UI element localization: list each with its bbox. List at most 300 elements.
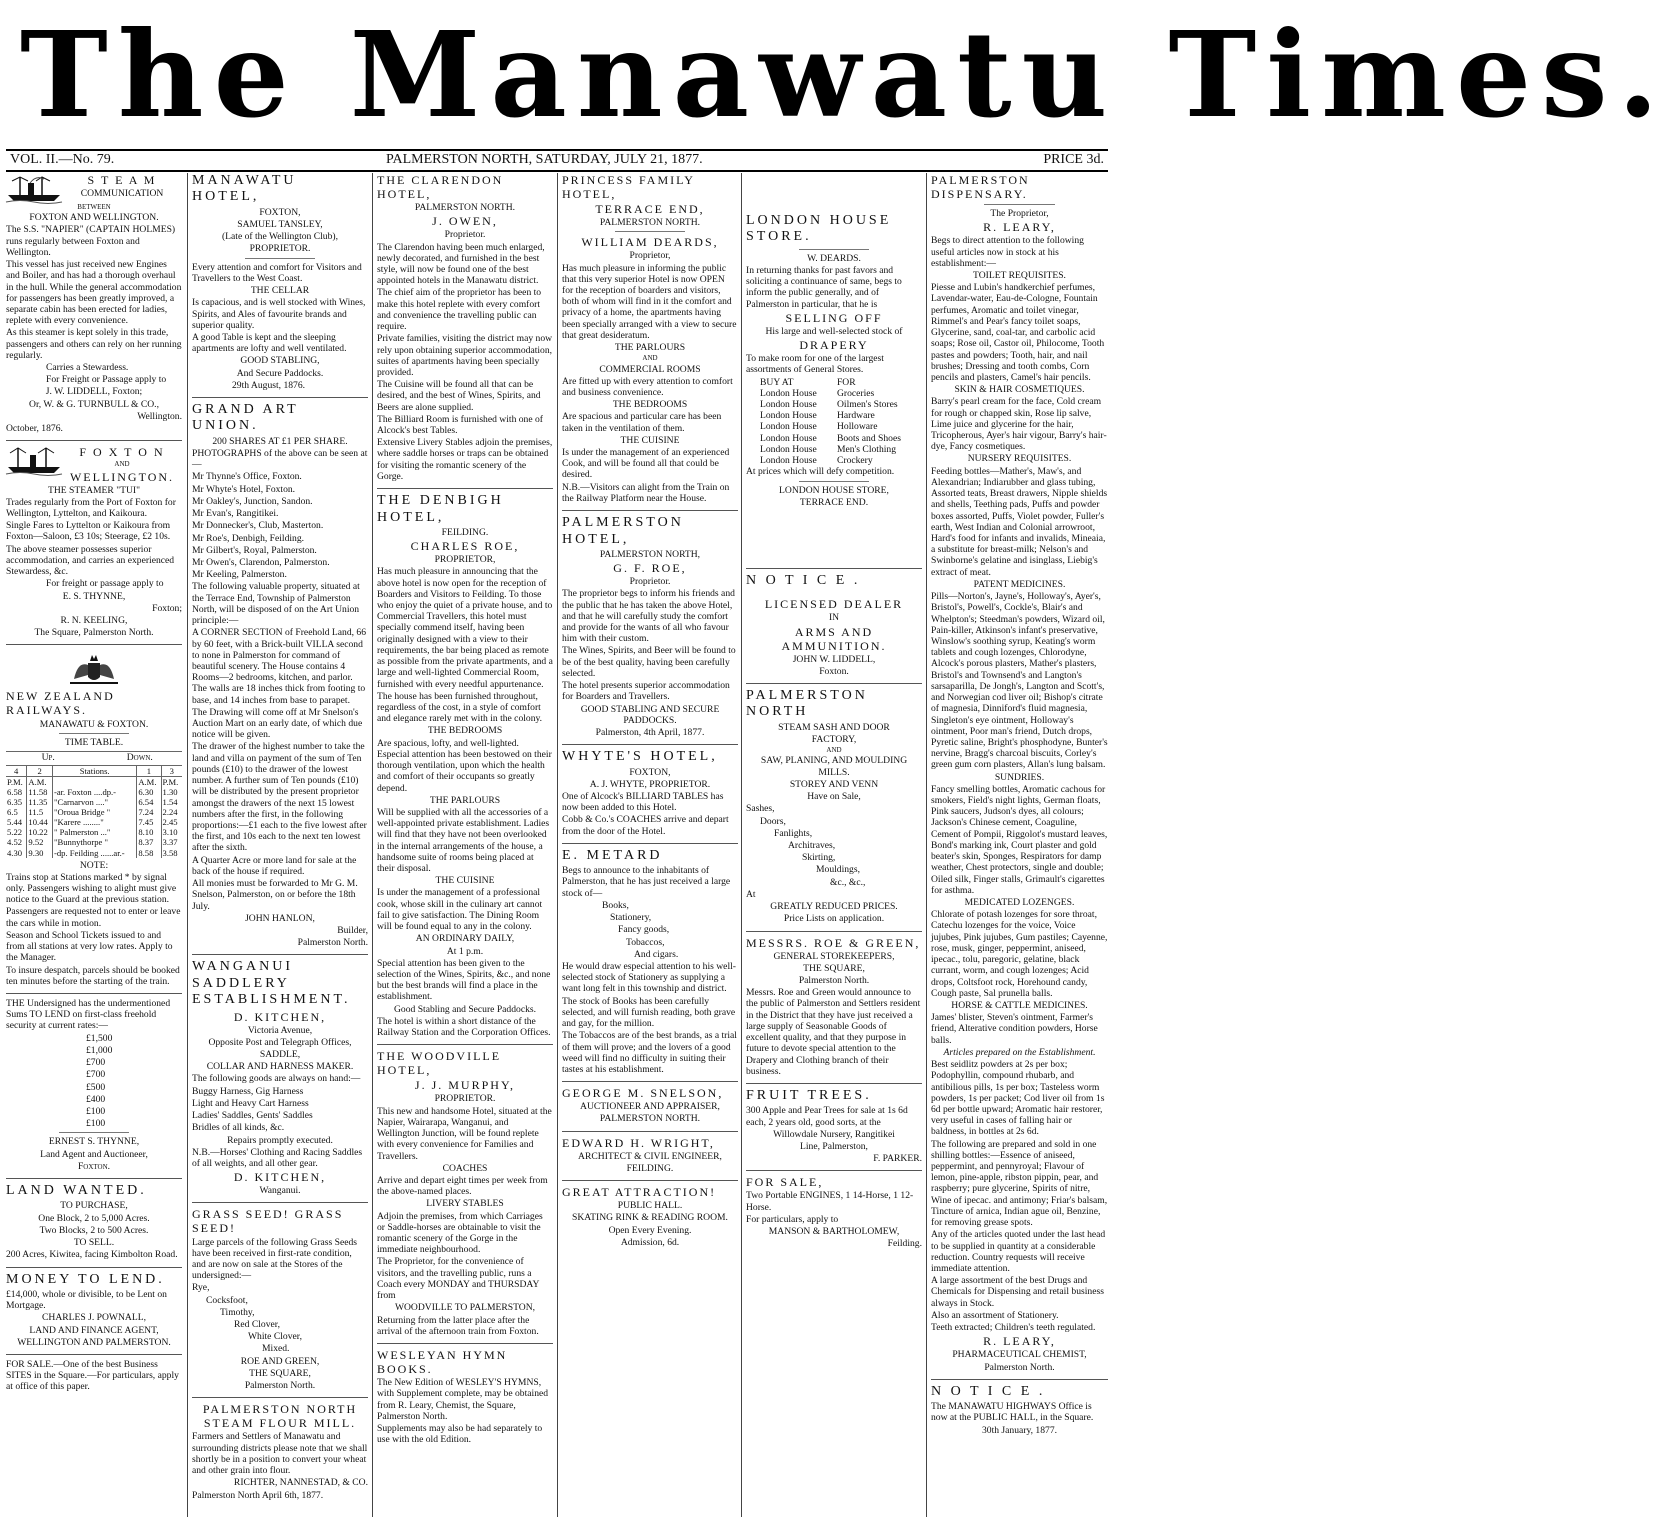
steam-para: Carries a Stewardess.: [46, 362, 129, 374]
advert-engines-sale: [746, 1175, 922, 1249]
roe-green-para: Messrs. Roe and Green would announce to the public of Palmerston and Settlers resident in the District that they have just received a large supply of Seasonable Goods of excellent quality, and that they purpose in future to devote special attention to the Drapery and Clothing branch of their business.: [746, 987, 921, 1077]
advert-flour-mill: [192, 1402, 368, 1500]
grass-list: [192, 1282, 368, 1354]
denbigh-name: CHARLES ROE,: [410, 539, 520, 554]
timetable-cell: -dp. Feilding ......ar.-: [52, 848, 136, 858]
union-para: All monies must be forwarded to Mr G. M. Snelson, Palmerston, on or before the 18th July.: [192, 878, 358, 912]
metard-heading: E. METARD: [562, 847, 663, 863]
timetable: [6, 765, 182, 857]
union-place: Mr Keeling, Palmerston.: [192, 569, 287, 581]
hotel-late: (Late of the Wellington Club),: [221, 231, 338, 243]
for-sale-para: FOR SALE.—One of the best Business SITES in the Square.—For particulars, apply at office of this paper.: [6, 1358, 179, 1393]
union-place: Mr Evan's, Rangitikei.: [192, 508, 279, 520]
denbigh-subheading: At 1 p.m.: [446, 945, 484, 957]
advert-divider: [377, 488, 553, 489]
timetable-cell: 3.58: [161, 848, 182, 858]
denbigh-town: FEILDING.: [441, 526, 489, 538]
clarendon-name: J. OWEN,: [432, 214, 498, 229]
whytes-name: A. J. WHYTE, PROPRIETOR.: [589, 778, 711, 790]
saddlery-trade: COLLAR AND HARNESS MAKER.: [206, 1061, 354, 1073]
engines-para: For particulars, apply to: [746, 1213, 839, 1225]
denbigh-para: The house has been furnished throughout, regardless of the cost, in a style of comfort and elegance rarely met with in the colony.: [377, 690, 543, 725]
princess-subheading: COMMERCIAL ROOMS: [599, 363, 701, 375]
dispensary-para: Begs to direct attention to the following useful articles now in stock at his establishment:—: [931, 235, 1084, 269]
advert-divider: [562, 1131, 738, 1132]
factory-para: STEAM SASH AND DOOR: [778, 721, 890, 733]
hotel-date: 29th August, 1876.: [232, 379, 306, 391]
clarendon-para: Private families, visiting the district may now rely upon obtaining superior accommodation, suites of apartments having been specially provided.: [377, 333, 553, 378]
london-house-para: His large and well-selected stock of: [765, 325, 903, 337]
hotel-subheading: GOOD STABLING,: [240, 355, 320, 367]
publication-date: PALMERSTON NORTH, SATURDAY, JULY 21, 1877.: [386, 152, 703, 167]
grass-signature: THE SQUARE,: [249, 1367, 311, 1379]
masthead-rule-bottom: [6, 170, 1108, 172]
saddlery-signature: D. KITCHEN,: [233, 1170, 327, 1185]
timetable-cell: 10.22: [27, 827, 53, 837]
saddlery-heading: WANGANUI SADDLERY ESTABLISHMENT.: [192, 959, 351, 1008]
advert-grass-seed: [192, 1207, 368, 1391]
tui-agent: R. N. KEELING,: [60, 615, 128, 626]
dispensary-subheading: TOILET REQUISITES.: [973, 269, 1066, 281]
highways-date: 30th January, 1877.: [981, 1424, 1058, 1436]
hotel-heading: MANAWATU HOTEL,: [192, 173, 297, 205]
palmerston-hotel-town: PALMERSTON NORTH,: [599, 548, 701, 560]
london-house-row: [760, 444, 908, 455]
advert-divider: [192, 397, 368, 398]
steam-para: The S.S. "NAPIER" (CAPTAIN HOLMES) runs regularly between Foxton and Wellington.: [6, 224, 176, 258]
timetable-cell: 4.52: [7, 837, 23, 848]
saddlery-item: Ladies' Saddles, Gents' Saddles: [192, 1110, 313, 1122]
money-para: £14,000, whole or divisible, to be Lent on Mortgage.: [6, 1288, 167, 1312]
denbigh-subheading: AN ORDINARY DAILY,: [415, 933, 515, 945]
royal-crest-icon: [64, 649, 124, 687]
advert-divider: [746, 931, 922, 932]
hymn-para: Supplements may also be had separately to use with the old Edition.: [377, 1422, 543, 1446]
rail-note-heading: NOTE:: [79, 859, 109, 871]
timetable-row: [6, 827, 182, 837]
clarendon-heading: THE CLARENDON HOTEL,: [377, 173, 504, 202]
short-rule: [59, 733, 129, 734]
notice-para: LICENSED DEALER: [764, 597, 904, 612]
column-rule: [741, 173, 742, 1517]
palmerston-hotel-para: GOOD STABLING AND SECURE PADDOCKS.: [580, 703, 720, 726]
london-house-buy-label: BUY AT: [760, 376, 794, 388]
metard-list: [562, 900, 738, 960]
lend-amount: £1,500: [86, 1032, 113, 1044]
rail-note: Trains stop at Stations marked * by signal only. Passengers wishing to alight must give notice to the Guard at the previous station.: [6, 871, 177, 906]
clarendon-prop: Proprietor.: [444, 229, 486, 241]
factory-para: Have on Sale,: [807, 791, 861, 803]
princess-name: WILLIAM DEARDS,: [581, 235, 719, 250]
advert-divider: [192, 1202, 368, 1203]
column-6: [931, 173, 1108, 1517]
tui-heading: THE STEAMER "TUI": [47, 484, 141, 496]
london-house-row: [760, 399, 908, 410]
timetable-cell: 6.30: [137, 787, 161, 797]
grass-item: White Clover,: [248, 1331, 302, 1343]
timetable-header-cell: 2: [27, 766, 53, 777]
advert-art-union: [192, 402, 368, 948]
hotel-proprietor-name: SAMUEL TANSLEY,: [237, 218, 323, 230]
london-house-left: London House: [760, 432, 817, 444]
notice-signature: Foxton.: [819, 665, 849, 677]
timetable-cell: 1.54: [161, 797, 182, 807]
advert-roe-green: [746, 936, 922, 1077]
denbigh-para: Good Stabling and Secure Paddocks.: [393, 1003, 537, 1015]
dispensary-signature: Palmerston North.: [984, 1361, 1055, 1373]
grass-item: Cocksfoot,: [206, 1294, 248, 1306]
lend-amount: £500: [86, 1081, 106, 1093]
lend-para: THE Undersigned has the undermentioned Sums TO LEND on first-class freehold security at current rates:—: [6, 997, 171, 1032]
london-house-row: [760, 388, 908, 399]
london-house-left: London House: [760, 410, 817, 422]
timetable-cell: 3.10: [161, 827, 182, 837]
london-house-list: [746, 388, 922, 467]
advert-divider: [746, 1170, 922, 1171]
dispensary-subheading: SUNDRIES.: [994, 771, 1045, 783]
tui-agent: The Square, Palmerston North.: [34, 627, 154, 639]
timetable-cell: 11.58: [27, 787, 53, 797]
factory-and: AND: [826, 746, 842, 755]
land-para: TO SELL.: [73, 1237, 115, 1249]
timetable-cell: 5.22: [7, 827, 23, 838]
dispensary-para: James' blister, Steven's ointment, Farmer's friend, Alterative condition powders, Horse balls.: [931, 1012, 1098, 1046]
dispensary-para: Also an assortment of Stationery.: [931, 1309, 1059, 1321]
factory-item: Fanlights,: [774, 827, 813, 839]
column-4: [562, 173, 738, 1517]
union-heading: GRAND ART UNION.: [192, 402, 299, 434]
london-house-para: At prices which will defy competition.: [746, 466, 895, 478]
lend-amount: £100: [86, 1105, 106, 1117]
engines-heading: FOR SALE,: [746, 1175, 824, 1190]
palmerston-hotel-name: G. F. ROE,: [613, 561, 687, 576]
advert-land-wanted: [6, 1183, 182, 1260]
clarendon-para: The Clarendon having been much enlarged, newly decorated, and furnished in the best style, will now be found one of the best appointed hotels in the Manawatu district.: [377, 241, 545, 287]
saddlery-address: Victoria Avenue,: [247, 1024, 313, 1036]
union-place: Mr Donnecker's, Club, Masterton.: [192, 520, 324, 532]
wright-heading: EDWARD H. WRIGHT,: [562, 1135, 715, 1150]
timetable-cell: 6.54: [137, 797, 161, 807]
advert-divider: [746, 1083, 922, 1084]
timetable-header-cell: P.M.: [7, 777, 23, 788]
fruit-heading: FRUIT TREES.: [746, 1087, 872, 1103]
union-place: Mr Thynne's Office, Foxton.: [192, 471, 302, 483]
london-house-right: Holloware: [836, 421, 878, 433]
engines-para: Two Portable ENGINES, 1 14-Horse, 1 12-Horse.: [746, 1190, 914, 1213]
saddlery-address: Opposite Post and Telegraph Offices,: [208, 1036, 352, 1048]
land-para: 200 Acres, Kiwitea, facing Kimbolton Road.: [6, 1249, 178, 1261]
grass-para: Large parcels of the following Grass Seeds have been received in first-rate condition, and are now on sale at the Stores of the undersigned:—: [192, 1236, 358, 1282]
woodville-subheading: COACHES: [442, 1162, 488, 1174]
metard-para: The Tobaccos are of the best brands, as a trial of them will prove; and the lovers of a good weed will find no difficulty in suiting their tastes at his establishment.: [562, 1030, 737, 1075]
london-house-para: In returning thanks for past favors and soliciting a continuance of same, begs to inform the public generally, and of Palmerston in particular, that he is: [746, 264, 902, 310]
roe-green-para: GENERAL STOREKEEPERS,: [773, 950, 895, 962]
newspaper-title: The Manawatu Times.: [20, 5, 1669, 144]
wright-para: ARCHITECT & CIVIL ENGINEER,: [578, 1150, 722, 1162]
hall-para: Admission, 6d.: [620, 1236, 680, 1248]
timetable-cell: 3.37: [161, 837, 182, 847]
railways-heading: NEW ZEALAND RAILWAYS.: [6, 689, 115, 718]
union-subheading: 200 SHARES AT £1 PER SHARE.: [212, 435, 348, 447]
denbigh-para: Is under the management of a professional cook, whose skill in the culinary art cannot fail to give satisfaction. The Dining Room will be found equal to any in the colony.: [377, 887, 543, 933]
woodville-name: J. J. MURPHY,: [414, 1078, 516, 1093]
tui-para: Single Fares to Lyttelton or Kaikoura from Foxton—Saloon, £3 10s; Steerage, £2 10s.: [6, 520, 171, 543]
timetable-cell: 9.52: [27, 837, 53, 847]
princess-and: AND: [642, 354, 658, 363]
advert-divider: [6, 1178, 182, 1179]
advert-divider: [6, 1354, 182, 1355]
metard-item: Books,: [602, 899, 629, 911]
woodville-prop: PROPRIETOR.: [434, 1093, 496, 1105]
railways-subheading: MANAWATU & FOXTON.: [39, 718, 149, 730]
steam-between: BETWEEN: [77, 203, 111, 211]
timetable-down-label: Down.: [126, 751, 153, 763]
dispensary-para: Fancy smelling bottles, Aromatic cachous for smokers, Field's night lights, German floats, Pink saucers, Judson's dyes, all colours; Jackson's Chinese cement, Coaguline, Cement of Pompii, Riggolot's mustard leaves, Bond's marking ink, Court plaster and gold beater's skin, Sponges, Respirators for damp weather, Chest protectors, single and double; Oiled silk, Finger stalls, Grimault's cigarettes for asthma.: [931, 783, 1108, 896]
grass-item: Mixed.: [262, 1343, 290, 1355]
metard-item: Tobaccos,: [626, 936, 665, 948]
advert-money-lend-pownall: [6, 1272, 182, 1348]
dispensary-subheading: MEDICATED LOZENGES.: [964, 897, 1075, 908]
steam-para: As this steamer is kept solely in this trade, passengers and others can rely on her running regularly.: [6, 327, 182, 361]
timetable-cell: 2.24: [161, 807, 182, 817]
denbigh-subheading: THE CUISINE: [435, 875, 495, 887]
denbigh-para: Are spacious, lofty, and well-lighted. Especial attention has been bestowed on their thorough ventilation, upon which the health and comfort of their occupants so greatly depend.: [377, 737, 552, 794]
denbigh-para: Will be supplied with all the accessories of a well-appointed private establishment. Ladies will find that they have not been overlooked in the internal arrangements of the house, a handsome suite of rooms being placed at their disposal.: [377, 806, 550, 875]
dispensary-heading: PALMERSTON DISPENSARY.: [931, 173, 1030, 202]
advert-sash-factory: [746, 688, 922, 924]
advert-divider: [6, 993, 182, 994]
whytes-town: FOXTON,: [629, 766, 671, 778]
volume-number: VOL. II.—No. 79.: [10, 152, 115, 167]
steamship-icon: [6, 173, 62, 203]
advert-divider: [6, 440, 182, 441]
london-house-left: London House: [760, 455, 817, 467]
metard-item: And cigars.: [634, 948, 679, 960]
timetable-cell: 5.44: [7, 817, 23, 828]
advert-metard: [562, 848, 738, 1075]
palmerston-hotel-date: Palmerston, 4th April, 1877.: [595, 726, 705, 738]
factory-para: FACTORY,: [811, 734, 857, 746]
flour-para: Farmers and Settlers of Manawatu and surrounding districts please note that we shall shortly be in a position to convert your wheat and other grain into flour.: [192, 1431, 368, 1477]
column-rule: [926, 173, 927, 1517]
land-heading: LAND WANTED.: [6, 1183, 147, 1199]
london-house-drapery: DRAPERY: [799, 338, 869, 353]
hall-heading: GREAT ATTRACTION!: [562, 1185, 717, 1200]
factory-prices: GREATLY REDUCED PRICES.: [770, 901, 898, 913]
steam-agent: Or, W. & G. TURNBULL & CO.,: [29, 398, 159, 410]
london-house-right: Boots and Shoes: [836, 432, 901, 444]
saddlery-item: Bridles of all kinds, &c.: [192, 1122, 285, 1134]
london-house-left: London House: [760, 399, 817, 410]
column-3: [377, 173, 553, 1517]
union-signature: Palmerston North.: [297, 937, 368, 949]
union-para: PHOTOGRAPHS of the above can be seen at—: [192, 448, 368, 471]
engines-signature: Feilding.: [887, 1238, 922, 1250]
advert-woodville-hotel: [377, 1049, 553, 1337]
advert-divider: [562, 1081, 738, 1082]
timetable-header-cell: [52, 777, 136, 788]
timetable-row: [6, 787, 182, 797]
saddlery-trade: SADDLE,: [259, 1049, 301, 1060]
timetable-row: [6, 797, 182, 807]
saddlery-para: The following goods are always on hand:—: [192, 1073, 361, 1085]
hotel-subheading: THE CELLAR: [250, 285, 310, 297]
metard-item: Stationery,: [610, 912, 652, 924]
roe-green-para: THE SQUARE,: [803, 962, 865, 974]
advert-whytes-hotel: [562, 749, 738, 837]
land-para: Two Blocks, 2 to 500 Acres.: [39, 1224, 149, 1236]
palmerston-hotel-heading: PALMERSTON HOTEL,: [562, 515, 684, 547]
denbigh-heading: THE DENBIGH HOTEL,: [377, 493, 504, 525]
advert-railways: [6, 649, 182, 987]
princess-subheading: THE CUISINE: [620, 434, 680, 446]
metard-para: He would draw especial attention to his well-selected stock of Stationery as supplying a want long felt in this township and district.: [562, 961, 736, 995]
lend-amount: £700: [86, 1069, 106, 1081]
advert-highways-notice: [931, 1384, 1108, 1436]
hymn-para: The New Edition of WESLEY'S HYMNS, with Supplement complete, may be obtained from R. Leary, Chemist, the Square, Palmerston North.: [377, 1377, 549, 1422]
london-house-row: [760, 433, 908, 444]
steam-para: This vessel has just received new Engines and Boiler, and has had a thorough overhaul in the hull. While the general accommodation for passengers has been greatly improved, a separate cabin has been erected for ladies, replete with every convenience.: [6, 259, 182, 327]
advert-divider: [562, 843, 738, 844]
hotel-para: Every attention and comfort for Visitors and Travellers to the West Coast.: [192, 261, 362, 284]
factory-item: Sashes,: [746, 803, 775, 815]
grass-signature: Palmerston North.: [244, 1380, 316, 1392]
advert-divider: [192, 1397, 368, 1398]
timetable-header-cell: 4: [6, 766, 27, 777]
timetable-cell: 9.30: [27, 848, 53, 858]
london-house-for-label: FOR: [836, 376, 856, 388]
timetable-header-cell: 3: [161, 766, 182, 777]
factory-item: &c., &c.,: [830, 876, 866, 888]
hotel-town: FOXTON,: [259, 206, 301, 218]
metard-para: Begs to announce to the inhabitants of Palmerston, that he has just received a large stock of—: [562, 865, 731, 899]
whytes-para: Cobb & Co.'s COACHES arrive and depart from the door of the Hotel.: [562, 814, 729, 837]
column-2: [192, 173, 368, 1517]
short-rule: [799, 249, 869, 250]
column-5: [746, 173, 922, 1517]
lend-amount: £1,000: [86, 1044, 113, 1056]
princess-prop: Proprietor,: [629, 250, 671, 262]
advert-divider: [562, 744, 738, 745]
denbigh-para: Special attention has been given to the selection of the Wines, Spirits, &c., and none but the best brands will find a place in the establishment.: [377, 957, 551, 1003]
money-agent: WELLINGTON AND PALMERSTON.: [17, 1336, 171, 1348]
woodville-route: WOODVILLE TO PALMERSTON,: [394, 1302, 536, 1314]
woodville-subheading: LIVERY STABLES: [426, 1198, 504, 1210]
princess-para: N.B.—Visitors can alight from the Train on the Railway Platform near the House.: [562, 481, 730, 504]
grass-item: Red Clover,: [234, 1319, 280, 1331]
advert-divider: [562, 1180, 738, 1181]
denbigh-subheading: THE BEDROOMS: [427, 725, 503, 737]
timetable-cell: 10.44: [27, 817, 53, 827]
princess-subheading: THE PARLOURS: [614, 342, 686, 354]
steam-agent: J. W. LIDDELL, Foxton;: [45, 386, 143, 398]
dispensary-para: Pills—Norton's, Jayne's, Holloway's, Ayer's, Bristol's, Powell's, Cockle's, Blair's and Whelpton's; Steedman's powders, Wizard oil, Pain-killer, Atkinson's infant's preservative, Winslow's soothing syrup, Keating's worm tablets and cough lozenges, Chlorodyne, Alcock's porous plasters, Mather's plasters, Bristol's and Townsend's and Langton's sarsaparilla, De Jongh's, Langton and Scott's, and Norwegian cod liver oil; Bishop's citrate of magnesia, Dinniford's fluid magnesia, Singleton's eye ointment, Holloway's ointment, Poor man's friend, Dutch drops, Pyretic saline, Bright's phosphodyne, Bunter's nervine, Bragg's charcoal biscuits, Corley's green gum corn plasters, Allan's lung balsam.: [931, 591, 1108, 771]
dispensary-para: Feeding bottles—Mather's, Maw's, and Alexandrian; Indiarubber and glass tubing, Assorted teats, Breast drawers, Nipple shields and shells, Teething pads, Puffs and powder boxes assorted, Puffs, Violet powder, Fuller's earth, West Indian and Colonial arrowroot, Hard's food for infants and invalids, Mineaia, a substitute for breast-milk; Nelson's and Swinborne's gelatine and isinglass, Liebig's extract of meat.: [931, 465, 1108, 578]
london-house-right: Crockery: [836, 455, 873, 467]
money-agent: CHARLES J. POWNALL,: [42, 1312, 146, 1324]
woodville-para: Returning from the latter place after the arrival of the afternoon train from Foxton.: [377, 1314, 539, 1337]
timetable-cell: "Bunnythorpe ": [52, 837, 136, 847]
short-rule: [59, 1132, 129, 1133]
short-rule: [984, 204, 1055, 205]
column-rule: [187, 173, 188, 1517]
tui-para: Trades regularly from the Port of Foxton for Wellington, Lyttelton, and Kaikoura.: [6, 496, 176, 520]
dispensary-subheading: PATENT MEDICINES.: [973, 578, 1066, 590]
advert-snelson: [562, 1086, 738, 1124]
union-place: Mr Gilbert's, Royal, Palmerston.: [192, 544, 317, 556]
snelson-para: AUCTIONEER AND APPRAISER,: [580, 1101, 720, 1113]
hall-para: PUBLIC HALL.: [617, 1200, 683, 1212]
london-house-signature: TERRACE END.: [799, 496, 869, 508]
tui-agent: E. S. THYNNE,: [62, 590, 126, 602]
london-house-row: [760, 455, 908, 466]
clarendon-para: Extensive Livery Stables adjoin the premises, where saddle horses or traps can be obtained for visiting the romantic scenery of the Gorge.: [377, 437, 553, 482]
land-para: One Block, 2 to 5,000 Acres.: [38, 1212, 150, 1224]
timetable-cell: "Carnarvon ....": [52, 797, 136, 807]
lend-amount: £100: [86, 1118, 106, 1130]
tui-para: For freight or passage apply to: [46, 578, 164, 590]
advert-arms-notice: [746, 573, 922, 677]
saddlery-signature: Wanganui.: [259, 1185, 301, 1197]
lend-agent: Land Agent and Auctioneer,: [40, 1148, 148, 1160]
price: PRICE 3d.: [1043, 152, 1104, 167]
advert-divider: [931, 1379, 1108, 1380]
grass-item: Timothy,: [220, 1306, 255, 1318]
roe-green-para: Palmerston North.: [798, 975, 870, 986]
timetable-header-cell: A.M.: [137, 777, 161, 788]
steam-route: FOXTON AND WELLINGTON.: [29, 212, 159, 224]
column-rule: [372, 173, 373, 1517]
timetable-cell: 6.35: [7, 797, 23, 808]
notice-signature: JOHN W. LIDDELL,: [792, 653, 876, 665]
denbigh-para: Has much pleasure in announcing that the above hotel is now open for the reception of Boarders and Visitors to Feilding. To those who enjoy the quiet of a private house, and to Commercial Travellers, this hotel must specially commend itself, having been originally designed with a view to their requirements, the bar being placed as remote as possible from the private apartments, and a large and well-lighted Commercial Room, furnished with every needful appurtenance.: [377, 566, 553, 690]
highways-heading: N O T I C E .: [931, 1383, 1046, 1399]
wright-town: FEILDING.: [626, 1162, 674, 1174]
timetable-cell: 6.5: [7, 807, 18, 818]
fruit-para: 300 Apple and Pear Trees for sale at 1s 6d each, 2 years old, good sorts, at the: [746, 1105, 908, 1128]
union-para: The Drawing will come off at Mr Snelson's Auction Mart on an early date, of which due notice will be given.: [192, 706, 363, 741]
timetable-header-cell: Stations.: [52, 766, 136, 777]
notice-para: ARMS AND AMMUNITION.: [781, 624, 887, 653]
denbigh-subheading: THE PARLOURS: [429, 794, 501, 806]
dispensary-subheading: Articles prepared on the Establishment.: [943, 1046, 1096, 1058]
advert-divider: [192, 954, 368, 955]
land-para: TO PURCHASE,: [60, 1200, 128, 1212]
factory-para: SAW, PLANING, AND MOULDING MILLS.: [760, 755, 908, 778]
steam-date: October, 1876.: [6, 423, 63, 435]
timetable-cell: "Karere ........": [52, 817, 136, 827]
saddlery-para: Repairs promptly executed.: [227, 1134, 333, 1146]
factory-para: Price Lists on application.: [783, 913, 885, 925]
steam-heading: S T E A M: [87, 173, 157, 187]
grass-signature: ROE AND GREEN,: [240, 1355, 320, 1367]
union-signature: JOHN HANLON,: [245, 912, 315, 924]
timetable-title: TIME TABLE.: [64, 736, 124, 748]
dispensary-name: R. LEARY,: [983, 220, 1056, 235]
princess-para: Are spacious and particular care has been taken in the ventilation of them.: [562, 411, 722, 434]
timetable-up-label: Up.: [41, 751, 55, 763]
london-house-left: London House: [760, 443, 817, 455]
engines-signature: MANSON & BARTHOLOMEW,: [768, 1226, 900, 1238]
timetable-row: [6, 807, 182, 817]
london-house-left: London House: [760, 421, 817, 433]
timetable-cell: 8.10: [137, 827, 161, 837]
metard-item: Fancy goods,: [618, 924, 670, 936]
london-house-name: W. DEARDS.: [807, 252, 861, 264]
london-house-signature: LONDON HOUSE STORE,: [779, 484, 889, 496]
advert-london-house: [746, 213, 922, 508]
metard-para: The stock of Books has been carefully selected, and will furnish reading, both grave and gay, for the million.: [562, 995, 736, 1030]
